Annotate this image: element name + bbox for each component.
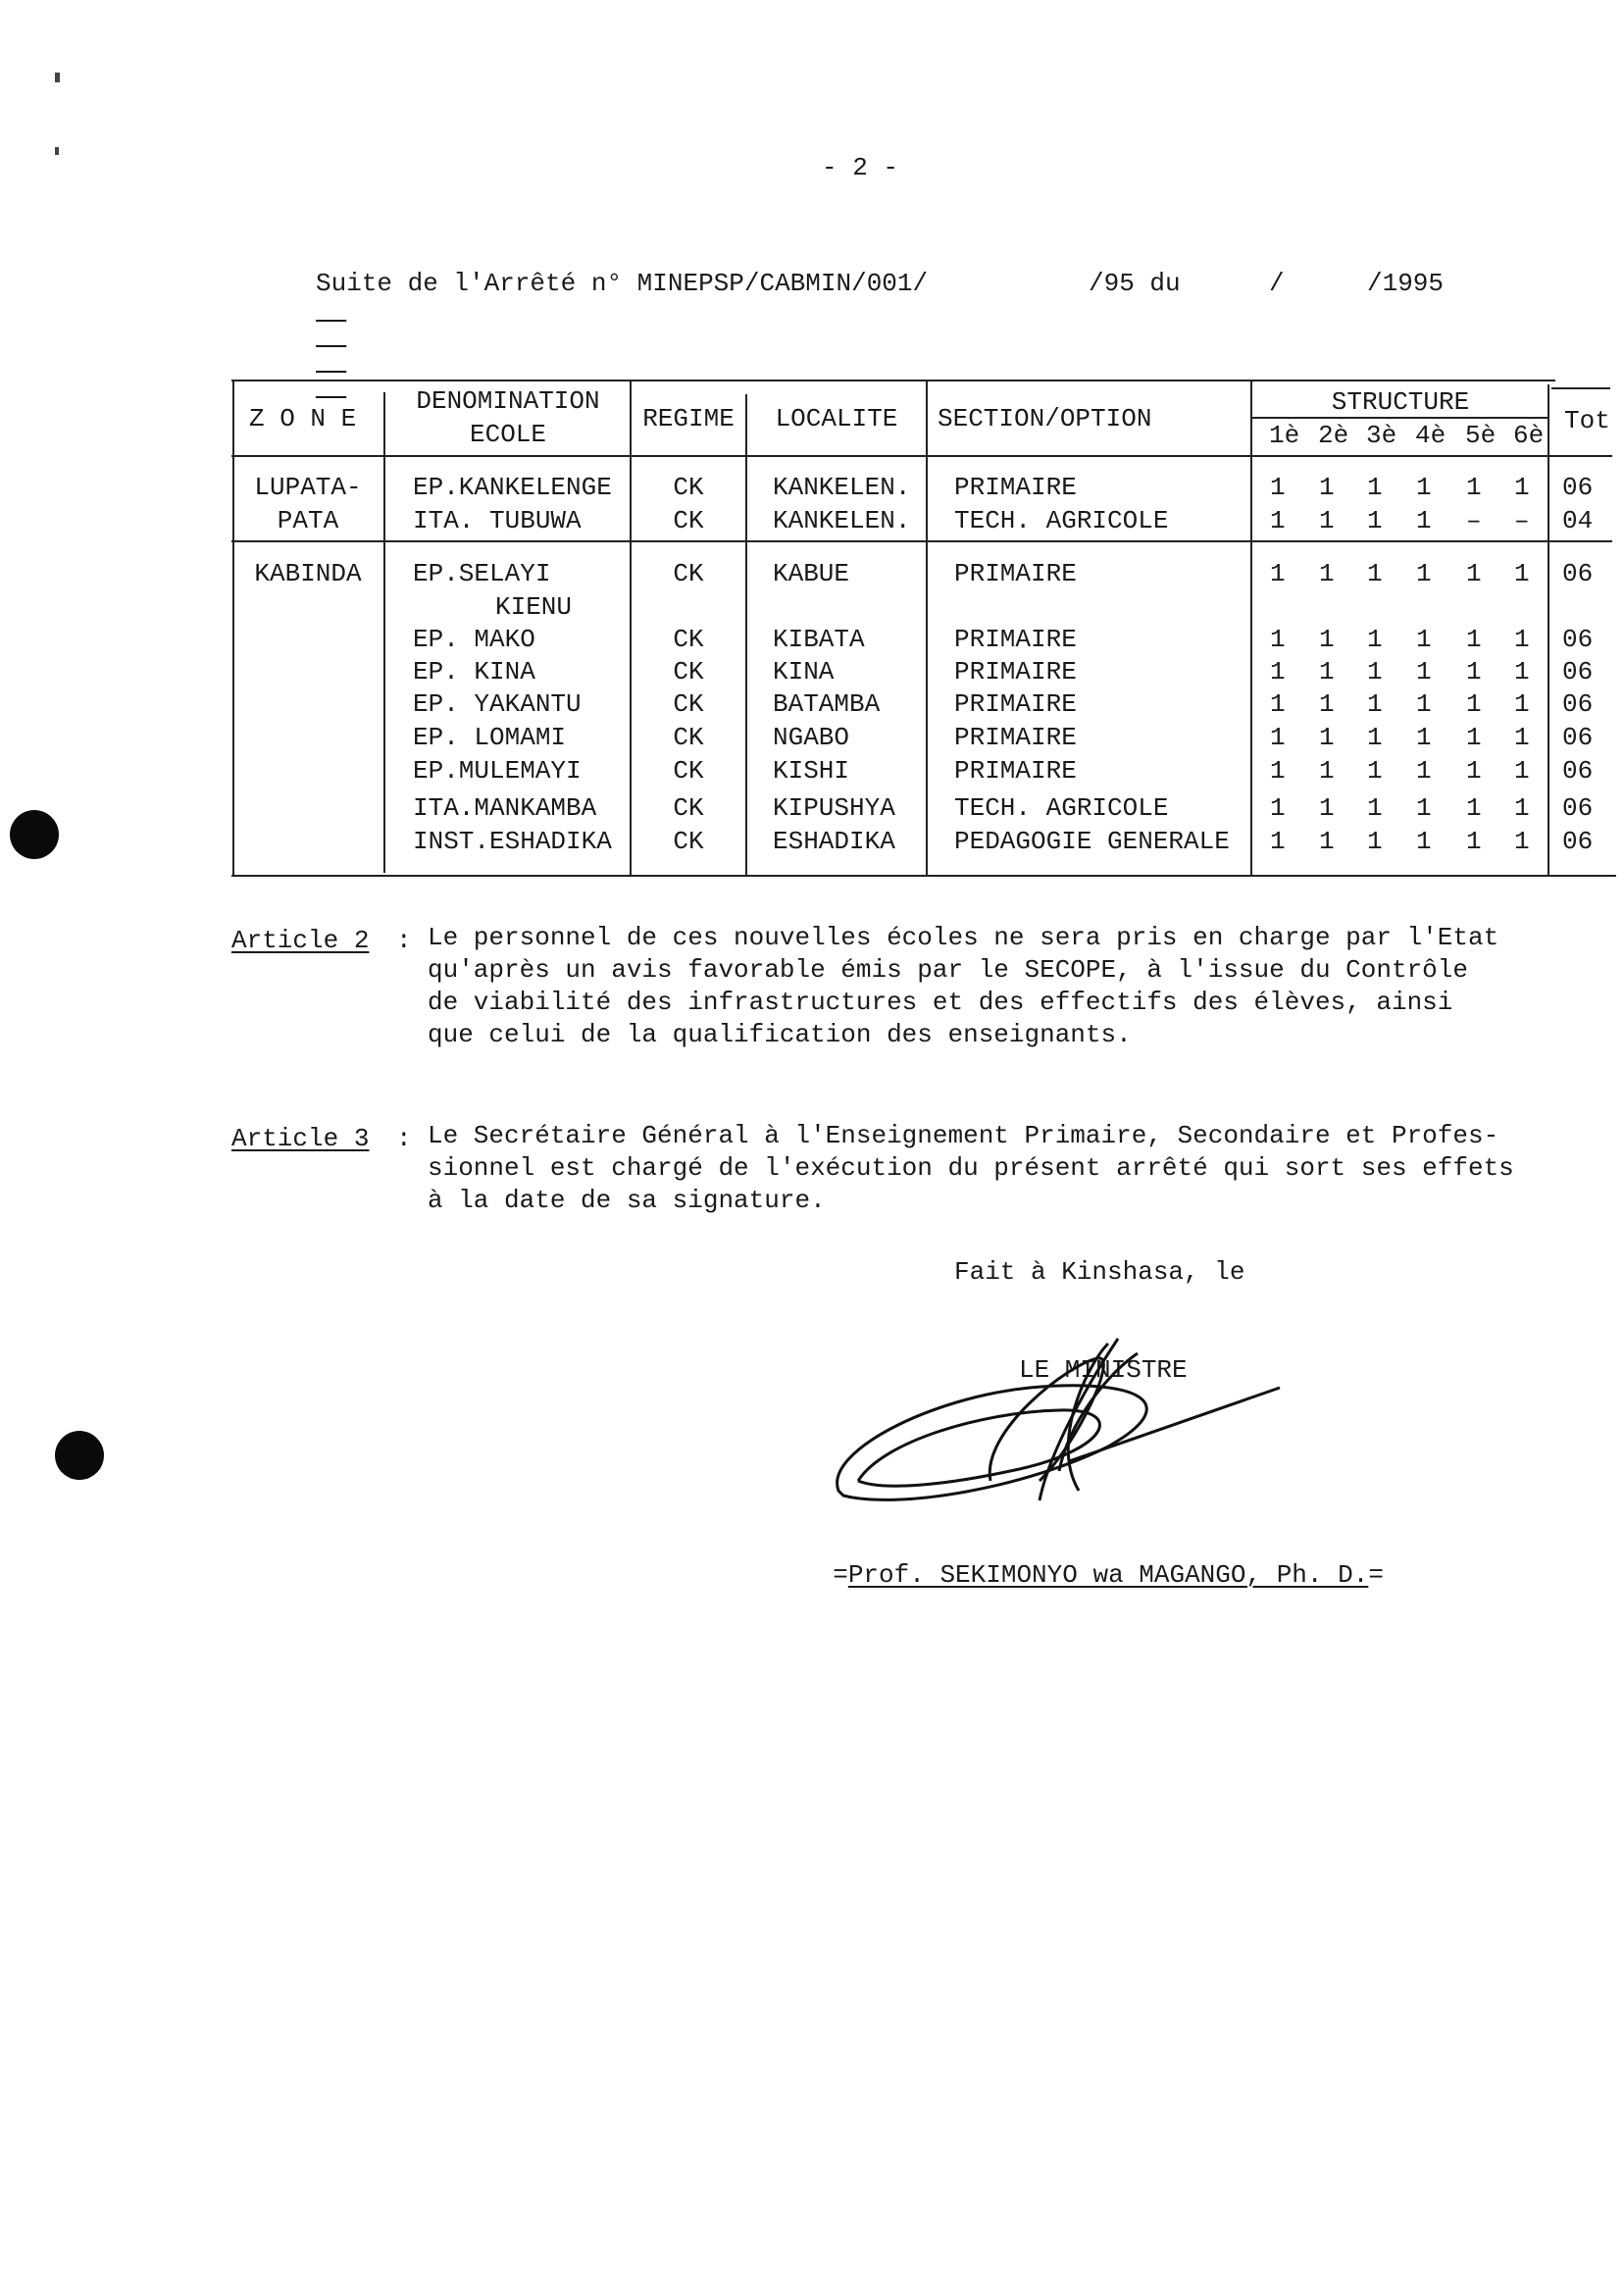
place-date: Fait à Kinshasa, le xyxy=(954,1257,1245,1287)
signatory-suffix: = xyxy=(1368,1560,1384,1590)
regime-cell: CK xyxy=(673,559,704,588)
signature-scribble xyxy=(814,1334,1285,1569)
section-cell: PRIMAIRE xyxy=(954,559,1077,588)
total-cell: 06 xyxy=(1562,723,1594,752)
year-count-cell: 1 xyxy=(1367,723,1383,752)
heading-year: /1995 xyxy=(1367,269,1445,298)
article-separator: : xyxy=(396,926,412,955)
year-count-cell: 1 xyxy=(1514,559,1530,588)
school-name: INST.ESHADIKA xyxy=(413,827,612,856)
year-count-cell: – xyxy=(1466,506,1482,535)
year-count-cell: 1 xyxy=(1367,793,1383,823)
year-count-cell: – xyxy=(1514,506,1530,535)
section-cell: PRIMAIRE xyxy=(954,756,1077,786)
total-cell: 06 xyxy=(1562,689,1594,719)
total-cell: 06 xyxy=(1562,827,1594,856)
header-year: 1è xyxy=(1269,421,1300,450)
school-name: EP. YAKANTU xyxy=(413,689,582,719)
year-count-cell: 1 xyxy=(1270,506,1286,535)
regime-cell: CK xyxy=(673,689,704,719)
year-count-cell: 1 xyxy=(1514,756,1530,786)
col-line xyxy=(745,394,747,875)
year-count-cell: 1 xyxy=(1466,723,1482,752)
year-count-cell: 1 xyxy=(1270,793,1286,823)
year-count-cell: 1 xyxy=(1319,657,1335,686)
signatory-line xyxy=(802,1537,1384,1588)
year-count-cell: 1 xyxy=(1514,473,1530,502)
year-count-cell: 1 xyxy=(1319,723,1335,752)
year-count-cell: 1 xyxy=(1416,723,1432,752)
header-year: 3è xyxy=(1366,421,1397,450)
total-cell: 04 xyxy=(1562,506,1594,535)
header-ecole: ECOLE xyxy=(469,420,546,449)
localite-cell: NGABO xyxy=(773,723,850,752)
year-count-cell: 1 xyxy=(1367,506,1383,535)
article-separator: : xyxy=(396,1124,412,1153)
article-line: sionnel est chargé de l'exécution du présent arrêté qui sort ses effets xyxy=(428,1153,1514,1183)
col-line xyxy=(383,392,385,873)
school-name: EP. MAKO xyxy=(413,625,535,654)
zone-name: KABINDA xyxy=(254,559,362,588)
regime-cell: CK xyxy=(673,657,704,686)
school-name: ITA. TUBUWA xyxy=(413,506,582,535)
localite-cell: KIPUSHYA xyxy=(773,793,895,823)
year-count-cell: 1 xyxy=(1367,559,1383,588)
year-count-cell: 1 xyxy=(1416,559,1432,588)
regime-cell: CK xyxy=(673,756,704,786)
year-count-cell: 1 xyxy=(1514,827,1530,856)
total-cell: 06 xyxy=(1562,756,1594,786)
regime-cell: CK xyxy=(673,827,704,856)
year-count-cell: 1 xyxy=(1319,793,1335,823)
localite-cell: ESHADIKA xyxy=(773,827,895,856)
header-denomination: DENOMINATION xyxy=(416,386,600,416)
total-cell: 06 xyxy=(1562,793,1594,823)
col-line xyxy=(232,380,234,876)
year-count-cell: 1 xyxy=(1416,473,1432,502)
year-count-cell: 1 xyxy=(1367,756,1383,786)
col-line xyxy=(1250,380,1252,875)
header-regime: REGIME xyxy=(642,404,735,433)
year-count-cell: 1 xyxy=(1466,559,1482,588)
zone-name: PATA xyxy=(277,506,339,535)
heading-main: Suite de l'Arrêté n° MINEPSP/CABMIN/001/ xyxy=(316,269,929,298)
year-count-cell: 1 xyxy=(1367,473,1383,502)
year-count-cell: 1 xyxy=(1319,559,1335,588)
year-count-cell: 1 xyxy=(1270,473,1286,502)
year-count-cell: 1 xyxy=(1514,793,1530,823)
section-cell: PRIMAIRE xyxy=(954,473,1077,502)
header-tot: Tot xyxy=(1564,406,1610,435)
article-line: Le personnel de ces nouvelles écoles ne sera pris en charge par l'Etat xyxy=(428,923,1499,952)
article-body xyxy=(428,1120,1514,1217)
year-count-cell: 1 xyxy=(1367,657,1383,686)
section-cell: TECH. AGRICOLE xyxy=(954,506,1169,535)
localite-cell: KINA xyxy=(773,657,835,686)
localite-cell: KIBATA xyxy=(773,625,865,654)
col-line xyxy=(926,380,928,875)
regime-cell: CK xyxy=(673,723,704,752)
article-line: qu'après un avis favorable émis par le SECOPE, à l'issue du Contrôle xyxy=(428,955,1468,985)
total-cell: 06 xyxy=(1562,473,1594,502)
year-count-cell: 1 xyxy=(1514,689,1530,719)
signatory-prefix: = xyxy=(833,1560,848,1590)
table-header-bottom xyxy=(231,455,1612,457)
header-zone: Z O N E xyxy=(249,404,357,433)
header-year: 2è xyxy=(1318,421,1349,450)
school-name: EP. KINA xyxy=(413,657,535,686)
section-cell: PEDAGOGIE GENERALE xyxy=(954,827,1230,856)
year-count-cell: 1 xyxy=(1416,756,1432,786)
header-year: 5è xyxy=(1465,421,1497,450)
article-line: de viabilité des infrastructures et des effectifs des élèves, ainsi xyxy=(428,988,1453,1017)
school-name-continued: KIENU xyxy=(495,592,573,622)
header-section: SECTION/OPTION xyxy=(938,404,1152,433)
regime-cell: CK xyxy=(673,793,704,823)
total-cell: 06 xyxy=(1562,625,1594,654)
article-line: que celui de la qualification des enseignants. xyxy=(428,1020,1132,1049)
article-line: Le Secrétaire Général à l'Enseignement Primaire, Secondaire et Profes- xyxy=(428,1121,1499,1150)
table-bottom-border xyxy=(231,875,1616,877)
year-count-cell: 1 xyxy=(1466,473,1482,502)
zone-name: LUPATA- xyxy=(254,473,362,502)
localite-cell: KISHI xyxy=(773,756,850,786)
year-count-cell: 1 xyxy=(1416,625,1432,654)
heading-number-suffix: /95 du xyxy=(1089,269,1181,298)
year-count-cell: 1 xyxy=(1270,689,1286,719)
header-structure: STRUCTURE xyxy=(1331,387,1470,417)
regime-cell: CK xyxy=(673,625,704,654)
header-localite: LOCALITE xyxy=(775,404,898,433)
article-label: Article 3 xyxy=(231,1124,370,1153)
year-count-cell: 1 xyxy=(1319,689,1335,719)
minister-title: LE MINISTRE xyxy=(1019,1355,1188,1385)
year-count-cell: 1 xyxy=(1466,827,1482,856)
year-count-cell: 1 xyxy=(1416,506,1432,535)
article-line: à la date de sa signature. xyxy=(428,1186,826,1215)
year-count-cell: 1 xyxy=(1416,689,1432,719)
section-cell: TECH. AGRICOLE xyxy=(954,793,1169,823)
section-cell: PRIMAIRE xyxy=(954,625,1077,654)
total-cell: 06 xyxy=(1562,657,1594,686)
year-count-cell: 1 xyxy=(1319,625,1335,654)
page-number: - 2 - xyxy=(822,153,899,182)
localite-cell: KABUE xyxy=(773,559,850,588)
header-year: 6è xyxy=(1513,421,1545,450)
school-name: EP. LOMAMI xyxy=(413,723,567,752)
punch-hole-bottom xyxy=(55,1431,104,1480)
year-count-cell: 1 xyxy=(1416,827,1432,856)
table-top-border xyxy=(231,380,1555,381)
year-count-cell: 1 xyxy=(1466,756,1482,786)
localite-cell: KANKELEN. xyxy=(773,473,911,502)
schools-table xyxy=(0,0,1624,883)
year-count-cell: 1 xyxy=(1466,625,1482,654)
year-count-cell: 1 xyxy=(1466,689,1482,719)
year-count-cell: 1 xyxy=(1270,625,1286,654)
year-count-cell: 1 xyxy=(1367,625,1383,654)
col-line xyxy=(1548,384,1549,875)
year-count-cell: 1 xyxy=(1319,506,1335,535)
year-count-cell: 1 xyxy=(1367,827,1383,856)
section-cell: PRIMAIRE xyxy=(954,657,1077,686)
header-year: 4è xyxy=(1415,421,1446,450)
year-count-cell: 1 xyxy=(1319,756,1335,786)
localite-cell: KANKELEN. xyxy=(773,506,911,535)
total-cell: 06 xyxy=(1562,559,1594,588)
year-count-cell: 1 xyxy=(1514,657,1530,686)
year-count-cell: 1 xyxy=(1319,473,1335,502)
article-label: Article 2 xyxy=(231,926,370,955)
year-count-cell: 1 xyxy=(1466,657,1482,686)
structure-divider xyxy=(1252,417,1549,419)
year-count-cell: 1 xyxy=(1367,689,1383,719)
section-cell: PRIMAIRE xyxy=(954,689,1077,719)
year-count-cell: 1 xyxy=(1270,657,1286,686)
school-name: EP.SELAYI xyxy=(413,559,551,588)
article-body xyxy=(428,922,1498,1051)
year-count-cell: 1 xyxy=(1416,793,1432,823)
year-count-cell: 1 xyxy=(1514,723,1530,752)
year-count-cell: 1 xyxy=(1270,559,1286,588)
school-name: ITA.MANKAMBA xyxy=(413,793,597,823)
school-name: EP.KANKELENGE xyxy=(413,473,612,502)
year-count-cell: 1 xyxy=(1466,793,1482,823)
year-count-cell: 1 xyxy=(1270,756,1286,786)
localite-cell: BATAMBA xyxy=(773,689,881,719)
regime-cell: CK xyxy=(673,473,704,502)
signatory-name: Prof. SEKIMONYO wa MAGANGO, Ph. D. xyxy=(847,1560,1369,1590)
zone-divider xyxy=(231,540,1612,542)
year-count-cell: 1 xyxy=(1270,827,1286,856)
tot-top-border xyxy=(1551,387,1610,389)
section-cell: PRIMAIRE xyxy=(954,723,1077,752)
heading-date-sep: / xyxy=(1269,269,1285,298)
year-count-cell: 1 xyxy=(1514,625,1530,654)
year-count-cell: 1 xyxy=(1416,657,1432,686)
regime-cell: CK xyxy=(673,506,704,535)
school-name: EP.MULEMAYI xyxy=(413,756,582,786)
year-count-cell: 1 xyxy=(1319,827,1335,856)
year-count-cell: 1 xyxy=(1270,723,1286,752)
